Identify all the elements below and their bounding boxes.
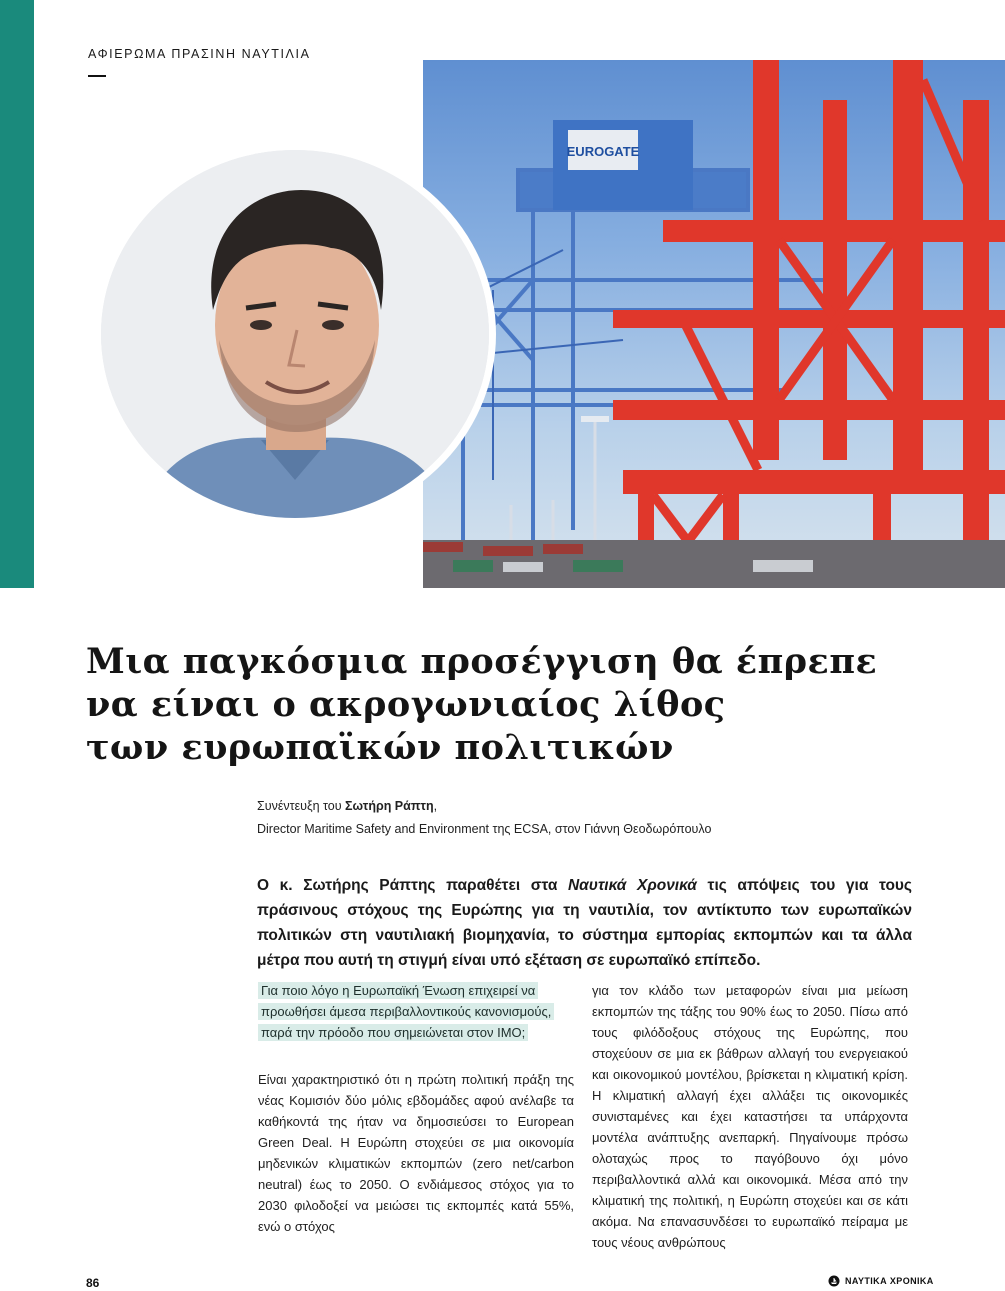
port-cranes-photo [423, 60, 1005, 588]
headline-line-2: να είναι ο ακρογωνιαίος λίθος [86, 684, 726, 725]
lead-publication-name: Ναυτικά Χρονικά [567, 877, 697, 894]
footer-brand-name: ΝΑΥΤΙΚΑ ΧΡΟΝΙΚΑ [845, 1276, 934, 1286]
byline [257, 795, 711, 841]
interview-question-block [258, 980, 574, 1043]
ship-wheel-icon [828, 1275, 840, 1287]
byline-interview-line [257, 795, 711, 818]
interview-answer-left: Είναι χαρακτηριστικό ότι η πρώτη πολιτική πράξη της νέας Κομισιόν δύο μόλις εβδομάδες αφού ανέλαβε τα καθήκοντά της ήταν να δημοσιεύσει το European Green Deal. Η Ευρώπη στοχεύει σε μια οικονομία μηδενικών κλιματικών εκπομπών (zero net/carbon neutral) έως το 2050. Ο ενδιάμεσος στόχος για το 2030 φιλοδοξεί να μειώσει τις εκπομπές κατά 55%, ενώ ο στόχος [258, 1072, 574, 1234]
byline-interviewee-name: Σωτήρη Ράπτη [345, 799, 434, 813]
portrait-frame [94, 143, 496, 525]
footer-brand [828, 1275, 934, 1287]
byline-suffix: , [433, 799, 438, 813]
byline-role: Director Maritime Safety and Environment της ECSA, στον Γιάννη Θεοδωρόπουλο [257, 822, 712, 836]
article-headline [86, 640, 906, 769]
interviewee-portrait [101, 150, 489, 518]
page-number: 86 [86, 1276, 100, 1290]
byline-prefix: Συνέντευξη του [257, 799, 346, 813]
lead-paragraph [257, 873, 912, 973]
headline-line-1: Μια παγκόσμια προσέγγιση θα έπρεπε [86, 641, 878, 682]
headline-line-3: των ευρωπαϊκών πολιτικών [86, 727, 674, 768]
body-column-left [258, 980, 574, 1237]
interview-answer-right: για τον κλάδο των μεταφορών είναι μια μείωση εκπομπών της τάξης του 90% έως το 2050. Πίσω από τους φιλόδοξους στόχους της Ευρώπης, που στοχεύουν σε μια εκ βάθρων αλλαγή του ενεργειακού και οικονομικού μοντέλου, βρίσκεται η κλιματική κρίση. Η κλιματική αλλαγή έχει αλλάξει τις οικονομικές συνισταμένες και έχει καταστήσει τα υπάρχοντα μοντέλα ανάπτυξης ανεπαρκή. Πηγαίνουμε πρόσω ολοταχώς προς το παγόβουνο όχι μόνο περιβαλλοντικά αλλά και οικονομικά. Μέσα από την κλιματική της πολιτική, η Ευρώπη στοχεύει και σε κάτι ακόμα. Να επανασυνδέσει το ευρωπαϊκό πείραμα με τους νέους ανθρώπους [592, 983, 908, 1250]
section-rule [88, 75, 106, 77]
lead-text-end: τις απόψεις του για τους πράσινους στόχους της Ευρώπης για τη ναυτιλία, τον αντίκτυπο των ευρωπαϊκών πολιτικών στη ναυτιλιακή βιομηχανία, το σύστημα εμπορίας εκπομπών και τα άλλα μέτρα που αυτή τη στιγμή είναι υπό εξέταση σε ευρωπαϊκό επίπεδο. [257, 877, 912, 969]
interview-question: Για ποιο λόγο η Ευρωπαϊκή Ένωση επιχειρεί να προωθήσει άμεσα περιβαλλοντικούς κανονισμούς, παρά την πρόοδο που σημειώνεται στον IMO; [258, 982, 554, 1041]
body-column-right [592, 980, 908, 1253]
accent-side-bar [0, 0, 34, 588]
crane-sign-eurogate: EUROGATE [566, 144, 640, 159]
section-label: ΑΦΙΕΡΩΜΑ ΠΡΑΣΙΝΗ ΝΑΥΤΙΛΙΑ [88, 47, 311, 61]
lead-text-start: Ο κ. Σωτήρης Ράπτης παραθέτει στα [257, 877, 568, 894]
